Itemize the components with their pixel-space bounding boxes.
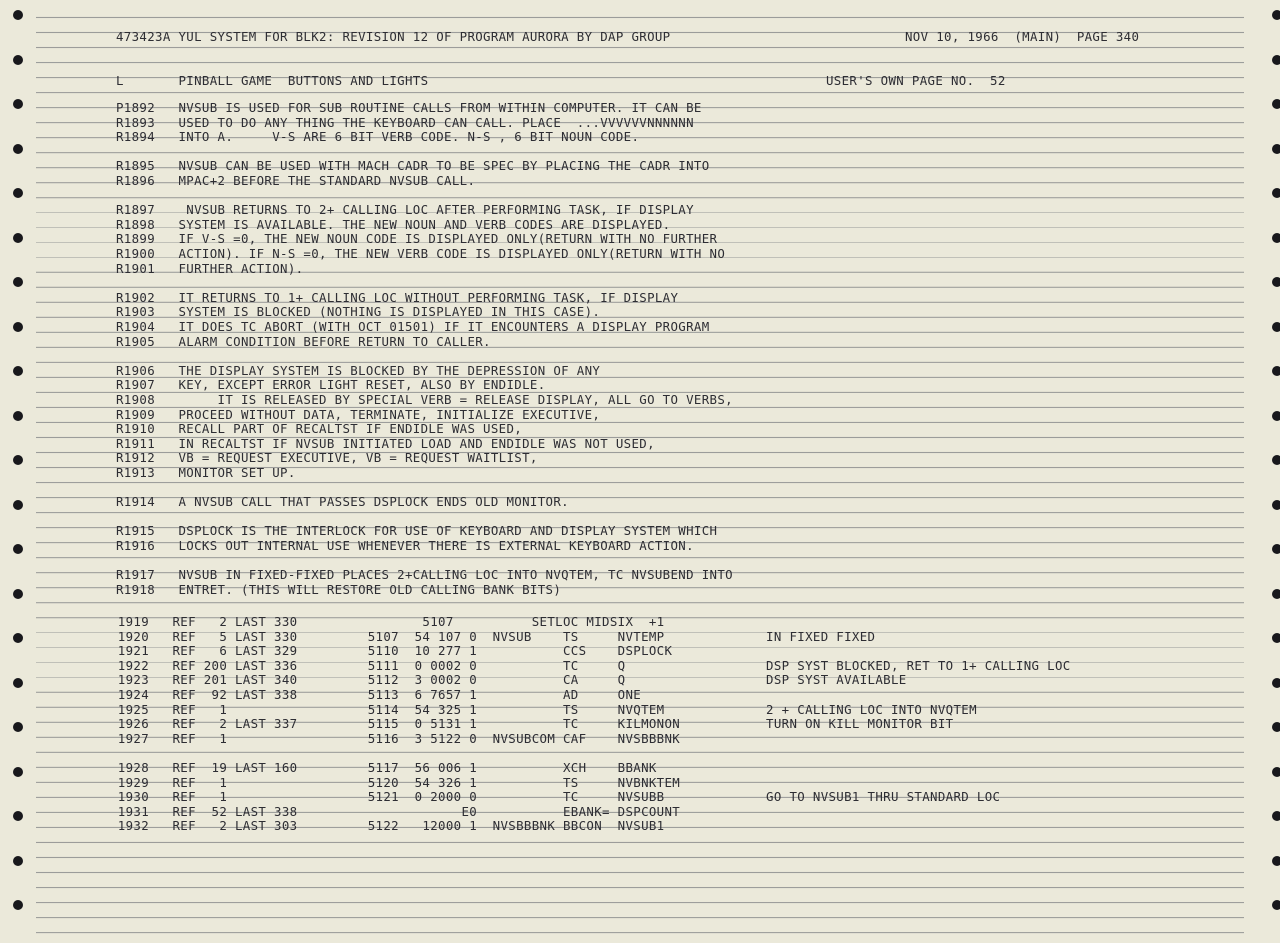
sprocket-hole	[1272, 55, 1280, 65]
sprocket-hole	[13, 767, 23, 777]
sprocket-hole	[13, 722, 23, 732]
sprocket-hole	[13, 589, 23, 599]
comment-line: R1896 MPAC+2 BEFORE THE STANDARD NVSUB CALL.	[116, 173, 476, 188]
comment-line: R1906 THE DISPLAY SYSTEM IS BLOCKED BY THE DEPRESSION OF ANY	[116, 362, 601, 378]
sprocket-hole	[13, 233, 23, 243]
sprocket-hole	[1272, 144, 1280, 154]
sprocket-hole	[1272, 811, 1280, 821]
sprocket-hole	[1272, 678, 1280, 688]
comment-line: R1917 NVSUB IN FIXED-FIXED PLACES 2+CALLING LOC INTO NVQTEM, TC NVSUBEND INTO	[116, 567, 733, 583]
comment-line: R1911 IN RECALTST IF NVSUB INITIATED LOAD AND ENDIDLE WAS NOT USED,	[116, 435, 655, 451]
sprocket-hole	[1272, 99, 1280, 109]
comment-line: P1892 NVSUB IS USED FOR SUB ROUTINE CALLS FROM WITHIN COMPUTER. IT CAN BE	[116, 100, 702, 115]
header-date-page: NOV 10, 1966 (MAIN) PAGE 340	[905, 29, 1140, 44]
sprocket-hole	[1272, 500, 1280, 510]
code-line: 1925 REF 1 5114 54 325 1 TS NVQTEM 2 + CALLING LOC INTO NVQTEM	[110, 701, 977, 717]
code-line: 1924 REF 92 LAST 338 5113 6 7657 1 AD ONE	[110, 687, 642, 702]
sprocket-hole	[13, 411, 23, 421]
sprocket-hole	[1272, 544, 1280, 554]
sprocket-hole	[13, 188, 23, 198]
code-line: 1922 REF 200 LAST 336 5111 0 0002 0 TC Q DSP SYST BLOCKED, RET TO 1+ CALLING LOC	[110, 657, 1071, 673]
comment-line: R1913 MONITOR SET UP.	[116, 465, 296, 480]
comment-line: R1912 VB = REQUEST EXECUTIVE, VB = REQUEST WAITLIST,	[116, 450, 538, 466]
users-page-number: USER'S OWN PAGE NO. 52	[826, 73, 1006, 88]
sprocket-hole	[13, 633, 23, 643]
sprocket-hole	[13, 277, 23, 287]
sprocket-hole	[13, 500, 23, 510]
sprocket-hole	[13, 900, 23, 910]
sprocket-hole	[1272, 589, 1280, 599]
sprocket-hole	[1272, 322, 1280, 332]
comment-line: R1916 LOCKS OUT INTERNAL USE WHENEVER THERE IS EXTERNAL KEYBOARD ACTION.	[116, 538, 694, 553]
comment-line: R1895 NVSUB CAN BE USED WITH MACH CADR TO BE SPEC BY PLACING THE CADR INTO	[116, 158, 710, 174]
comment-line: R1894 INTO A. V-S ARE 6 BIT VERB CODE. N-S , 6 BIT NOUN CODE.	[116, 129, 640, 145]
code-line: 1927 REF 1 5116 3 5122 0 NVSUBCOM CAF NVSBBBNK	[110, 730, 681, 746]
code-line: 1929 REF 1 5120 54 326 1 TS NVBNKTEM	[110, 774, 681, 790]
comment-line: R1897 NVSUB RETURNS TO 2+ CALLING LOC AFTER PERFORMING TASK, IF DISPLAY	[116, 202, 694, 218]
sprocket-hole	[1272, 722, 1280, 732]
sprocket-hole	[1272, 767, 1280, 777]
sprocket-hole	[13, 10, 23, 20]
code-line: 1932 REF 2 LAST 303 5122 12000 1 NVSBBBNK BBCON NVSUB1	[110, 818, 665, 834]
comment-line: R1907 KEY, EXCEPT ERROR LIGHT RESET, ALSO BY ENDIDLE.	[116, 377, 546, 393]
left-tractor-margin	[0, 0, 36, 943]
comment-line: R1901 FURTHER ACTION).	[116, 260, 304, 276]
code-line: 1923 REF 201 LAST 340 5112 3 0002 0 CA Q DSP SYST AVAILABLE	[110, 672, 907, 688]
sprocket-hole	[1272, 366, 1280, 376]
comment-line: R1905 ALARM CONDITION BEFORE RETURN TO CALLER.	[116, 333, 491, 349]
sprocket-hole	[1272, 10, 1280, 20]
code-line: 1928 REF 19 LAST 160 5117 56 006 1 XCH BBANK	[110, 760, 657, 775]
comment-line: R1903 SYSTEM IS BLOCKED (NOTHING IS DISPLAYED IN THIS CASE).	[116, 304, 601, 320]
comment-line: R1909 PROCEED WITHOUT DATA, TERMINATE, INITIALIZE EXECUTIVE,	[116, 406, 601, 422]
sprocket-hole	[1272, 633, 1280, 643]
comment-line: R1898 SYSTEM IS AVAILABLE. THE NEW NOUN AND VERB CODES ARE DISPLAYED.	[116, 216, 671, 232]
sprocket-hole	[13, 455, 23, 465]
sprocket-hole	[1272, 411, 1280, 421]
sprocket-hole	[1272, 188, 1280, 198]
sprocket-hole	[13, 856, 23, 866]
comment-line: R1918 ENTRET. (THIS WILL RESTORE OLD CALLING BANK BITS)	[116, 581, 562, 597]
comment-line: R1914 A NVSUB CALL THAT PASSES DSPLOCK ENDS OLD MONITOR.	[116, 494, 569, 510]
sprocket-hole	[13, 544, 23, 554]
comment-line: R1910 RECALL PART OF RECALTST IF ENDIDLE WAS USED,	[116, 421, 523, 437]
sprocket-hole	[13, 678, 23, 688]
code-line: 1931 REF 52 LAST 338 E0 EBANK= DSPCOUNT	[110, 803, 681, 819]
sprocket-hole	[1272, 277, 1280, 287]
comment-line: R1902 IT RETURNS TO 1+ CALLING LOC WITHOUT PERFORMING TASK, IF DISPLAY	[116, 289, 679, 305]
comment-line: R1908 IT IS RELEASED BY SPECIAL VERB = RELEASE DISPLAY, ALL GO TO VERBS,	[116, 392, 733, 407]
comment-line: R1900 ACTION). IF N-S =0, THE NEW VERB CODE IS DISPLAYED ONLY(RETURN WITH NO	[116, 246, 726, 261]
code-line: 1920 REF 5 LAST 330 5107 54 107 0 NVSUB TS NVTEMP IN FIXED FIXED	[110, 628, 876, 644]
sprocket-hole	[1272, 233, 1280, 243]
code-line: 1919 REF 2 LAST 330 5107 SETLOC MIDSIX +1	[110, 614, 665, 629]
sprocket-hole	[13, 55, 23, 65]
comment-line: R1893 USED TO DO ANY THING THE KEYBOARD CAN CALL. PLACE ...VVVVVVNNNNNN	[116, 114, 694, 130]
right-tractor-margin	[1244, 0, 1280, 943]
sprocket-hole	[13, 366, 23, 376]
sprocket-hole	[13, 144, 23, 154]
comment-line: R1899 IF V-S =0, THE NEW NOUN CODE IS DISPLAYED ONLY(RETURN WITH NO FURTHER	[116, 231, 718, 247]
sprocket-hole	[1272, 856, 1280, 866]
sprocket-hole	[1272, 455, 1280, 465]
code-line: 1930 REF 1 5121 0 2000 0 TC NVSUBB GO TO NVSUB1 THRU STANDARD LOC	[110, 789, 1001, 805]
code-line: 1921 REF 6 LAST 329 5110 10 277 1 CCS DSPLOCK	[110, 643, 673, 659]
sprocket-hole	[13, 811, 23, 821]
comment-line: R1904 IT DOES TC ABORT (WITH OCT 01501) IF IT ENCOUNTERS A DISPLAY PROGRAM	[116, 319, 710, 334]
section-title: L PINBALL GAME BUTTONS AND LIGHTS	[116, 73, 429, 88]
comment-line: R1915 DSPLOCK IS THE INTERLOCK FOR USE OF KEYBOARD AND DISPLAY SYSTEM WHICH	[116, 523, 718, 539]
sprocket-hole	[13, 99, 23, 109]
header-title: 473423A YUL SYSTEM FOR BLK2: REVISION 12 OF PROGRAM AURORA BY DAP GROUP	[116, 29, 671, 44]
sprocket-hole	[1272, 900, 1280, 910]
code-line: 1926 REF 2 LAST 337 5115 0 5131 1 TC KILMONON TURN ON KILL MONITOR BIT	[110, 716, 954, 732]
sprocket-hole	[13, 322, 23, 332]
